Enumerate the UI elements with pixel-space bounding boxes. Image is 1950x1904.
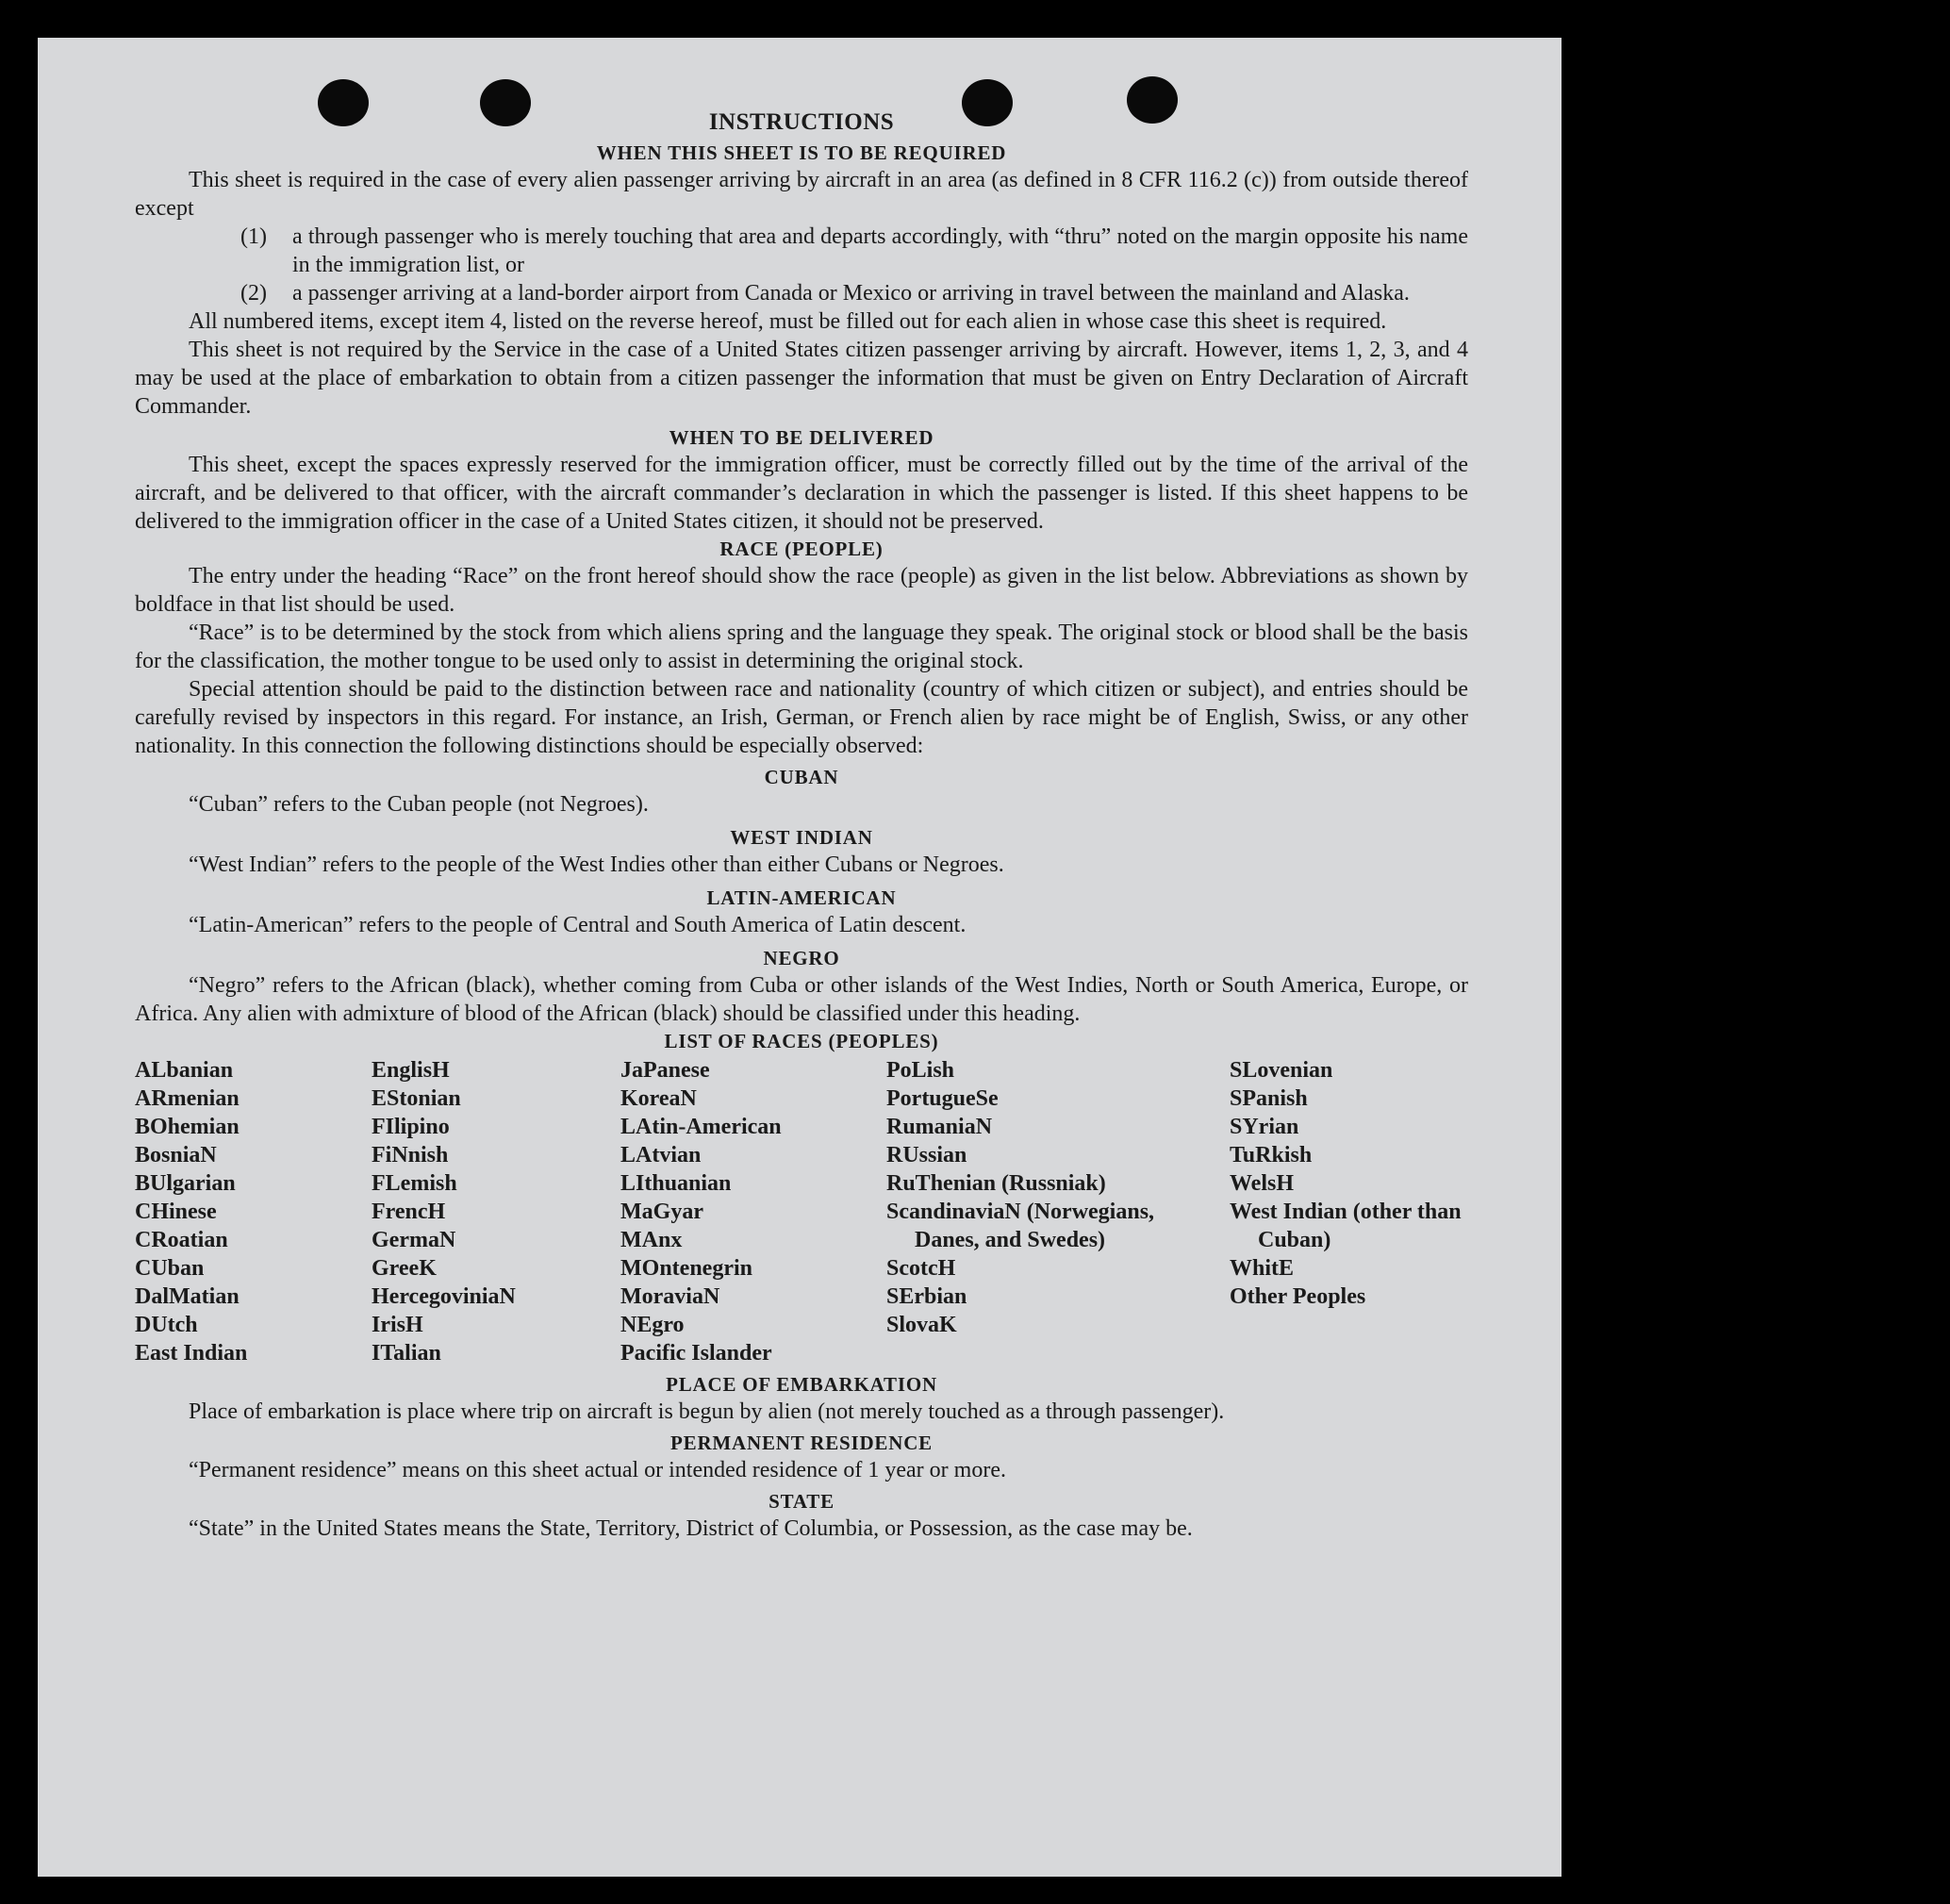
heading-race: RACE (PEOPLE) [719, 538, 884, 560]
paragraph-state: “State” in the United States means the State, Territory, District of Columbia, or Possession, as the case may be. [189, 1516, 1193, 1541]
heading-latin-american: LATIN-AMERICAN [706, 886, 897, 909]
race-entry: LIthuanian [620, 1171, 732, 1196]
heading-when-delivered: WHEN TO BE DELIVERED [669, 426, 934, 449]
race-entry: DUtch [135, 1313, 198, 1337]
race-entry: SYrian [1230, 1115, 1299, 1139]
race-entry: MaGyar [620, 1200, 703, 1224]
paragraph-race-nationality: Special attention should be paid to the distinction between race and nationality (country of which citizen or subject), and entries should be carefully revised by inspectors in this regard. For instance, an Irish, German, or French alien by race might be of English, Swiss, or any other nationality. In this connection the following distinctions should be especially observed: [135, 677, 1468, 758]
race-entry: HercegoviniaN [372, 1284, 516, 1309]
paragraph-latin-american: “Latin-American” refers to the people of Central and South America of Latin descent. [189, 913, 967, 937]
race-entry: CUban [135, 1256, 205, 1281]
race-entry: EnglisH [372, 1058, 450, 1083]
race-entry: NEgro [620, 1313, 685, 1337]
exception-item-2 [240, 279, 1468, 307]
paragraph-numbered-items: All numbered items, except item 4, listed on the reverse hereof, must be filled out for each alien in whose case this sheet is required. [189, 309, 1387, 334]
race-entry: DalMatian [135, 1284, 240, 1309]
race-entry: ARmenian [135, 1086, 240, 1111]
race-entry: PortugueSe [886, 1086, 999, 1111]
paragraph-race-entry: The entry under the heading “Race” on the front hereof should show the race (people) as given in the list below. Abbreviations as shown by boldface in that list should be used. [135, 564, 1468, 617]
races-column-4 [886, 1056, 1160, 1367]
race-entry: RuThenian (Russniak) [886, 1171, 1106, 1196]
race-entry: SLovenian [1230, 1058, 1333, 1083]
race-entry: GermaN [372, 1228, 456, 1252]
race-entry: SlovaK [886, 1313, 957, 1337]
race-entry: ScotcH [886, 1256, 956, 1281]
race-entry: SErbian [886, 1284, 967, 1309]
race-entry: WhitE [1230, 1256, 1295, 1281]
instructions-content [135, 109, 1468, 1543]
race-entry: FLemish [372, 1171, 457, 1196]
race-entry: BosniaN [135, 1143, 217, 1167]
race-entry: ScandinaviaN (Norwegians, Danes, and Swedes) [886, 1200, 1155, 1252]
paragraph-residence: “Permanent residence” means on this sheet actual or intended residence of 1 year or more. [189, 1458, 1006, 1482]
paragraph-citizen: This sheet is not required by the Service in the case of a United States citizen passenger arriving by aircraft. However, items 1, 2, 3, and 4 may be used at the place of embarkation to obtain from a citizen passenger the information that must be given on Entry Declaration of Aircraft Commander. [135, 338, 1468, 419]
heading-when-required: WHEN THIS SHEET IS TO BE REQUIRED [596, 141, 1007, 164]
race-entry: GreeK [372, 1256, 437, 1281]
heading-cuban: CUBAN [764, 766, 839, 788]
race-entry: KoreaN [620, 1086, 697, 1111]
race-entry: MoraviaN [620, 1284, 720, 1309]
races-column-3 [620, 1056, 886, 1367]
paragraph-embarkation: Place of embarkation is place where trip on aircraft is begun by alien (not merely touched as a through passenger). [189, 1399, 1225, 1424]
race-entry: JaPanese [620, 1058, 710, 1083]
race-entry: RumaniaN [886, 1115, 993, 1139]
paragraph-negro: “Negro” refers to the African (black), whether coming from Cuba or other islands of the West Indies, North or South America, Europe, or Africa. Any alien with admixture of blood of the African (black) should be classified under this heading. [135, 973, 1468, 1026]
race-entry: FrencH [372, 1200, 446, 1224]
document-page [38, 38, 1562, 1877]
race-entry: FIlipino [372, 1115, 450, 1139]
race-entry: WelsH [1230, 1171, 1295, 1196]
item-number: (1) [240, 224, 267, 249]
race-entry: PoLish [886, 1058, 955, 1083]
races-column-2 [372, 1056, 620, 1367]
paragraph-delivered: This sheet, except the spaces expressly reserved for the immigration officer, must be correctly filled out by the time of the arrival of the aircraft, and be delivered to that officer, with the aircraft commander’s declaration in which the passenger is listed. If this sheet happens to be delivered to the immigration officer in the case of a United States citizen, it should not be preserved. [135, 453, 1468, 534]
page-title: INSTRUCTIONS [708, 109, 895, 135]
race-entry: MAnx [620, 1228, 683, 1252]
race-entry: ITalian [372, 1341, 441, 1366]
races-column-5 [1230, 1056, 1468, 1367]
races-list [135, 1056, 1468, 1367]
race-entry: BOhemian [135, 1115, 240, 1139]
item-text: a passenger arriving at a land-border airport from Canada or Mexico or arriving in travel between the mainland and Alaska. [292, 281, 1410, 306]
heading-state: STATE [768, 1490, 835, 1513]
paragraph-west-indian: “West Indian” refers to the people of the West Indies other than either Cubans or Negroes. [189, 853, 1004, 877]
item-text: a through passenger who is merely touching that area and departs accordingly, with “thru” noted on the margin opposite his name in the immigration list, or [292, 224, 1468, 277]
race-entry: RUssian [886, 1143, 967, 1167]
race-entry: MOntenegrin [620, 1256, 752, 1281]
race-entry: West Indian (other than Cuban) [1230, 1200, 1462, 1252]
heading-west-indian: WEST INDIAN [730, 826, 873, 849]
race-entry: CRoatian [135, 1228, 228, 1252]
paragraph-race-stock: “Race” is to be determined by the stock from which aliens spring and the language they speak. The original stock or blood shall be the basis for the classification, the mother tongue to be used only to assist in determining the original stock. [135, 621, 1468, 673]
race-entry: East Indian [135, 1341, 248, 1366]
race-entry: TuRkish [1230, 1143, 1313, 1167]
paragraph-cuban: “Cuban” refers to the Cuban people (not Negroes). [189, 792, 649, 817]
paragraph-required: This sheet is required in the case of every alien passenger arriving by aircraft in an area (as defined in 8 CFR 116.2 (c)) from outside thereof except [135, 168, 1468, 221]
races-column-1 [135, 1056, 372, 1367]
race-entry: BUlgarian [135, 1171, 236, 1196]
heading-permanent-residence: PERMANENT RESIDENCE [670, 1432, 933, 1454]
race-entry: SPanish [1230, 1086, 1308, 1111]
heading-negro: NEGRO [763, 947, 840, 969]
race-entry: Pacific Islander [620, 1341, 772, 1366]
race-entry: IrisH [372, 1313, 423, 1337]
race-entry: Other Peoples [1230, 1284, 1366, 1309]
exception-item-1 [240, 223, 1468, 279]
race-entry: FiNnish [372, 1143, 449, 1167]
race-entry: EStonian [372, 1086, 461, 1111]
race-entry: CHinese [135, 1200, 217, 1224]
heading-list-of-races: LIST OF RACES (PEOPLES) [664, 1030, 939, 1052]
item-number: (2) [240, 281, 267, 306]
race-entry: ALbanian [135, 1058, 234, 1083]
heading-place-of-embarkation: PLACE OF EMBARKATION [666, 1373, 937, 1396]
race-entry: LAtvian [620, 1143, 702, 1167]
race-entry: LAtin-American [620, 1115, 782, 1139]
